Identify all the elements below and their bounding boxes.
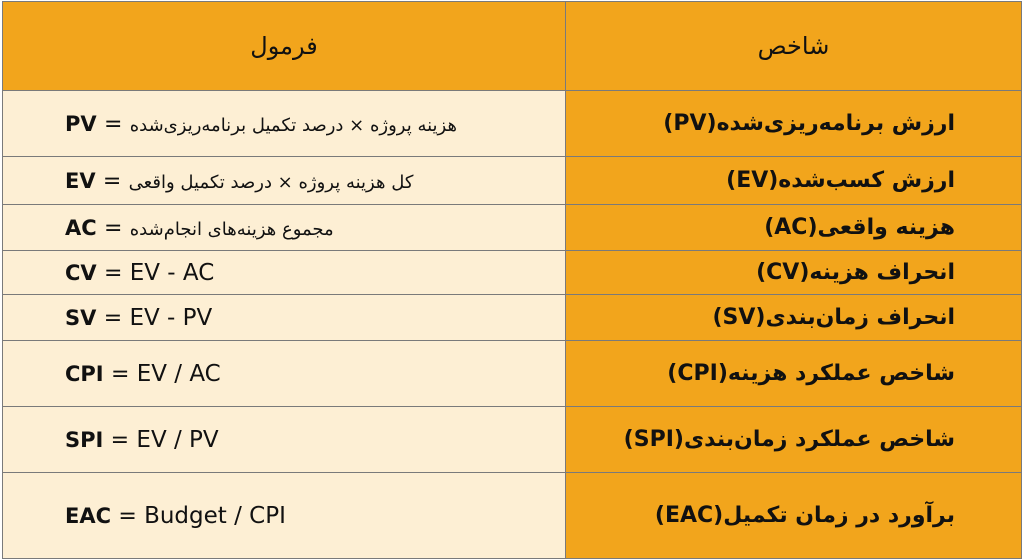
metric-header: شاخص — [566, 2, 1022, 91]
formula-rhs: EV - AC — [129, 259, 215, 286]
formula-lhs: EV — [65, 168, 96, 193]
metric-cell — [566, 473, 1022, 559]
formula-lhs: AC — [65, 215, 97, 240]
metric-label: ارزش کسب‌شده(EV) — [726, 168, 955, 193]
formula-text — [65, 503, 286, 529]
formula-rhs: هزینه پروژه × درصد تکمیل برنامه‌ریزی‌شده — [129, 114, 457, 136]
formula-cell — [3, 157, 566, 205]
formula-header: فرمول — [3, 2, 566, 91]
formula-rhs: EV - PV — [129, 304, 213, 331]
metric-cell — [566, 251, 1022, 295]
header-row — [3, 2, 1022, 91]
formula-equals: = — [110, 427, 130, 453]
metric-cell — [566, 157, 1022, 205]
formula-lhs: EAC — [65, 503, 112, 528]
formula-equals: = — [103, 111, 123, 137]
formula-cell — [3, 341, 566, 407]
metric-cell — [566, 407, 1022, 473]
metric-label: انحراف زمان‌بندی(SV) — [712, 305, 955, 330]
formula-text — [65, 260, 214, 286]
formula-equals: = — [110, 361, 130, 387]
formula-lhs: SV — [65, 305, 97, 330]
metric-label: برآورد در زمان تکمیل(EAC) — [654, 503, 955, 528]
formula-cell — [3, 205, 566, 251]
metric-label: ارزش برنامه‌ریزی‌شده(PV) — [663, 111, 955, 136]
formula-text — [65, 361, 221, 387]
formula-rhs: EV / PV — [136, 426, 219, 453]
metric-cell — [566, 341, 1022, 407]
formula-lhs: CV — [65, 260, 97, 285]
formula-text — [65, 215, 334, 241]
formula-equals: = — [118, 503, 137, 529]
formula-lhs: CPI — [65, 361, 104, 386]
formula-text — [65, 168, 413, 194]
table-row — [3, 251, 1022, 295]
table-body — [3, 91, 1022, 559]
metrics-table — [2, 1, 1022, 559]
table-row — [3, 407, 1022, 473]
formula-equals: = — [102, 168, 122, 194]
formula-equals: = — [103, 305, 123, 331]
formula-rhs: مجموع هزینه‌های انجام‌شده — [129, 218, 334, 240]
table-row — [3, 205, 1022, 251]
metric-label: انحراف هزینه(CV) — [756, 260, 955, 285]
formula-cell — [3, 473, 566, 559]
formula-cell — [3, 407, 566, 473]
formula-rhs: Budget / CPI — [144, 502, 286, 529]
table-row — [3, 157, 1022, 205]
metric-label: شاخص عملکرد هزینه(CPI) — [667, 361, 955, 386]
formula-rhs: کل هزینه پروژه × درصد تکمیل واقعی — [128, 171, 414, 193]
formula-cell — [3, 251, 566, 295]
formula-cell — [3, 91, 566, 157]
metric-label: شاخص عملکرد زمان‌بندی(SPI) — [623, 427, 955, 452]
formula-lhs: PV — [65, 111, 97, 136]
formula-text — [65, 305, 212, 331]
formula-lhs: SPI — [65, 427, 104, 452]
formula-text — [65, 427, 219, 453]
table-row — [3, 473, 1022, 559]
metric-label: هزینه واقعی(AC) — [764, 215, 955, 240]
formula-equals: = — [103, 260, 123, 286]
table-row — [3, 341, 1022, 407]
metric-cell — [566, 205, 1022, 251]
table-row — [3, 91, 1022, 157]
metric-cell — [566, 295, 1022, 341]
formula-cell — [3, 295, 566, 341]
table-row — [3, 295, 1022, 341]
formula-equals: = — [103, 215, 123, 241]
formula-rhs: EV / AC — [136, 360, 221, 387]
metric-cell — [566, 91, 1022, 157]
formula-text — [65, 111, 457, 137]
